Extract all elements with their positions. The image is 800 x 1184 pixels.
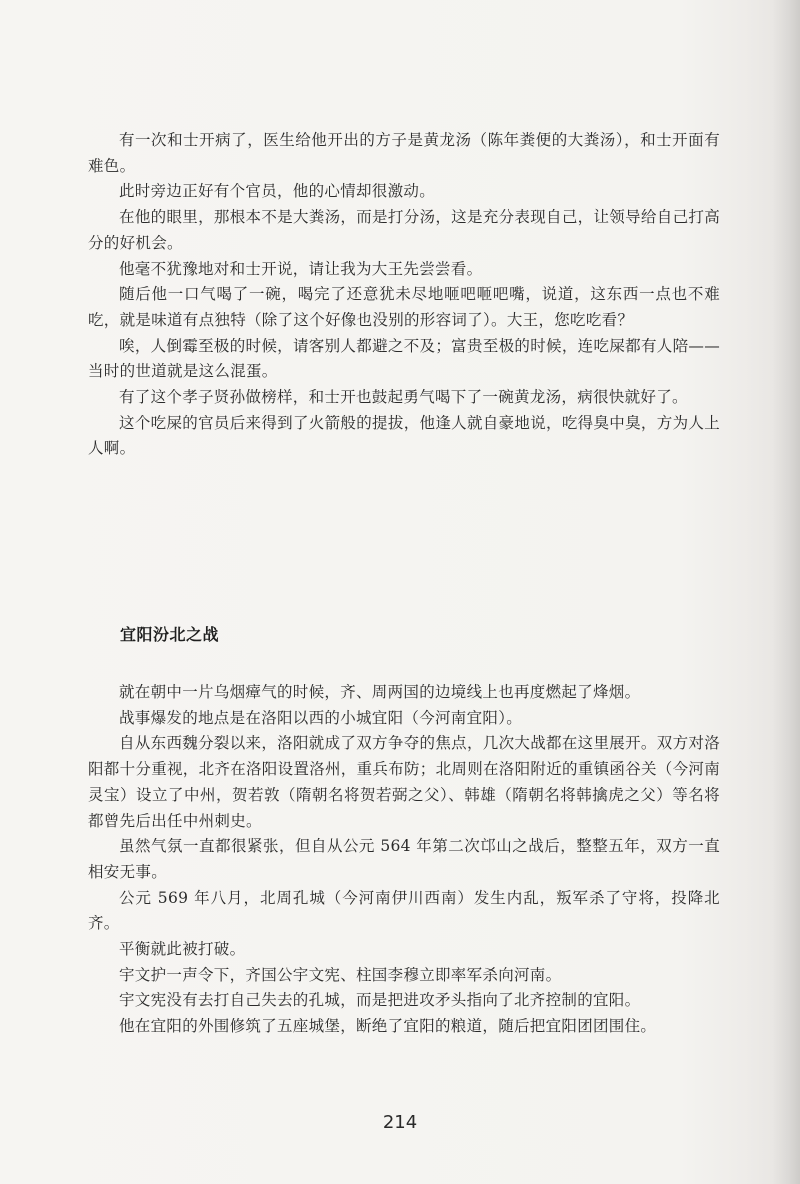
section-1-text bbox=[88, 128, 720, 462]
paragraph: 他毫不犹豫地对和士开说，请让我为大王先尝尝看。 bbox=[119, 259, 483, 278]
page-number: 214 bbox=[382, 1112, 418, 1133]
paragraph: 战事爆发的地点是在洛阳以西的小城宜阳（今河南宜阳）。 bbox=[119, 708, 523, 727]
paragraph: 虽然气氛一直都很紧张，但自从公元 564 年第二次邙山之战后，整整五年，双方一直相安无事。 bbox=[88, 837, 720, 881]
paragraph: 唉，人倒霉至极的时候，请客别人都避之不及；富贵至极的时候，连吃屎都有人陪——当时的世道就是这么混蛋。 bbox=[88, 336, 720, 381]
paragraph: 在他的眼里，那根本不是大粪汤，而是打分汤，这是充分表现自己，让领导给自己打高分的好机会。 bbox=[88, 208, 720, 252]
section-title: 宜阳汾北之战 bbox=[120, 625, 220, 644]
paragraph: 宇文护一声令下，齐国公宇文宪、柱国李穆立即率军杀向河南。 bbox=[119, 965, 562, 984]
paragraph: 就在朝中一片乌烟瘴气的时候，齐、周两国的边境线上也再度燃起了烽烟。 bbox=[119, 683, 641, 701]
paragraph: 有一次和士开病了，医生给他开出的方子是黄龙汤（陈年粪便的大粪汤），和士开面有难色。 bbox=[88, 131, 720, 175]
paragraph: 有了这个孝子贤孙做榜样，和士开也鼓起勇气喝下了一碗黄龙汤，病很快就好了。 bbox=[119, 388, 688, 407]
section-2-text bbox=[88, 680, 720, 1040]
paragraph: 自从东西魏分裂以来，洛阳就成了双方争夺的焦点，几次大战都在这里展开。双方对洛阳都十分重视，北齐在洛阳设置洛州，重兵布防；北周则在洛阳附近的重镇函谷关（今河南灵宝）设立了中州，贺若敦（隋朝名将贺若弼之父）、韩雄（隋朝名将韩擒虎之父）等名将都曾先后出任中州刺史。 bbox=[88, 734, 721, 830]
paragraph: 平衡就此被打破。 bbox=[119, 940, 246, 959]
paragraph: 宇文宪没有去打自己失去的孔城，而是把进攻矛头指向了北齐控制的宜阳。 bbox=[119, 991, 641, 1010]
paragraph: 这个吃屎的官员后来得到了火箭般的提拔，他逢人就自豪地说，吃得臭中臭，方为人上人啊。 bbox=[88, 413, 720, 458]
spine-shadow bbox=[772, 0, 800, 1184]
paragraph: 随后他一口气喝了一碗，喝完了还意犹未尽地咂吧咂吧嘴，说道，这东西一点也不难吃，就是味道有点独特（除了这个好像也没别的形容词了）。大王，您吃吃看？ bbox=[88, 285, 720, 329]
paragraph: 他在宜阳的外围修筑了五座城堡，断绝了宜阳的粮道，随后把宜阳团团围住。 bbox=[119, 1017, 657, 1036]
paragraph: 此时旁边正好有个官员，他的心情却很激动。 bbox=[119, 182, 436, 201]
paragraph: 公元 569 年八月，北周孔城（今河南伊川西南）发生内乱，叛军杀了守将，投降北齐。 bbox=[88, 888, 720, 933]
